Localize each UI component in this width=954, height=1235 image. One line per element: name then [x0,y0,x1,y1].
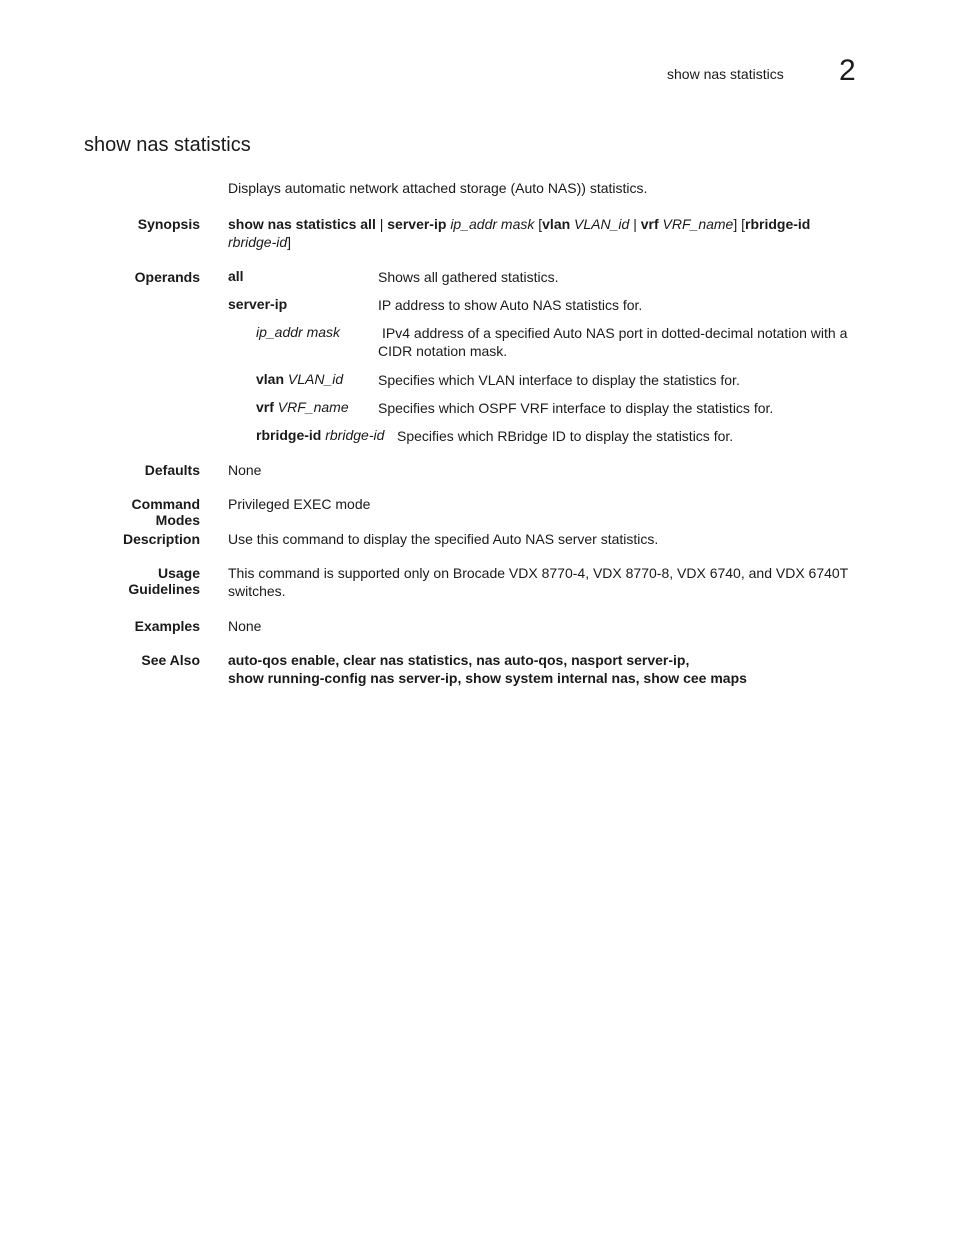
examples-label: Examples [134,618,200,634]
see-also-value [228,651,878,687]
operand-server-ip-name: server-ip [228,296,288,312]
defaults-label: Defaults [144,462,200,478]
see-also-label: See Also [141,652,200,668]
defaults-value: None [228,462,262,478]
page-title: show nas statistics [84,134,251,156]
synopsis-rbridge-arg: rbridge-id [228,234,288,250]
see-also-links[interactable]: show running-config nas server-ip, show system internal nas, show cee maps [228,670,747,686]
synopsis-bracket: ] [ [733,216,746,232]
usage-guidelines-label: Usage Guidelines [128,565,200,597]
synopsis-bracket: [ [534,216,543,232]
synopsis-text [228,215,868,251]
operand-vlan-arg: VLAN_id [287,371,344,387]
synopsis-server-ip: server-ip [387,216,447,232]
operand-vrf-desc: Specifies which OSPF VRF interface to display the statistics for. [378,400,774,416]
operand-all-name: all [228,268,244,284]
operand-ip-addr-name: ip_addr mask [256,324,341,340]
see-also-links[interactable]: auto-qos enable, clear nas statistics, nas auto-qos, nasport server-ip, [228,652,690,668]
usage-guidelines-value [228,564,878,600]
operand-vrf-name [256,399,349,415]
running-header-title: show nas statistics [667,66,784,82]
command-modes-value: Privileged EXEC mode [228,496,371,512]
operand-rbridge-keyword: rbridge-id [256,427,322,443]
operand-rbridge-name [256,427,384,443]
operand-vlan-name [256,371,343,387]
operands-label: Operands [134,269,200,285]
description-label: Description [122,531,200,547]
synopsis-ip-arg: ip_addr mask [450,216,535,232]
operand-vrf-arg: VRF_name [277,399,349,415]
operand-ip-addr-desc: IPv4 address of a specified Auto NAS port in dotted-decimal notation with a CIDR notation mask. [378,325,848,359]
synopsis-vlan-arg: VLAN_id [574,216,630,232]
synopsis-separator: | [629,216,641,232]
description-value: Use this command to display the specified Auto NAS server statistics. [228,531,659,547]
usage-guidelines-line: This command is supported only on Brocade VDX 8770-4, VDX 8770-8, VDX 6740, and VDX 6740T [228,565,849,581]
operand-rbridge-arg: rbridge-id [325,427,385,443]
synopsis-vrf-arg: VRF_name [662,216,734,232]
command-modes-label: Command Modes [131,496,200,528]
synopsis-bracket: ] [287,234,292,250]
operand-vlan-desc: Specifies which VLAN interface to display the statistics for. [378,372,740,388]
synopsis-separator: | [375,216,388,232]
synopsis-vrf: vrf [640,216,659,232]
usage-guidelines-line: switches. [228,583,286,599]
operand-all-desc: Shows all gathered statistics. [378,269,559,285]
operand-vrf-keyword: vrf [256,399,274,415]
synopsis-vlan: vlan [542,216,571,232]
operand-server-ip-desc: IP address to show Auto NAS statistics for. [378,297,643,313]
synopsis-command: show nas statistics all [228,216,376,232]
synopsis-rbridge: rbridge-id [745,216,811,232]
chapter-number: 2 [839,54,856,87]
intro-text: Displays automatic network attached storage (Auto NAS)) statistics. [228,180,648,196]
operand-rbridge-desc: Specifies which RBridge ID to display the statistics for. [397,428,734,444]
operand-vlan-keyword: vlan [256,371,285,387]
synopsis-label: Synopsis [137,216,200,232]
examples-value: None [228,618,262,634]
